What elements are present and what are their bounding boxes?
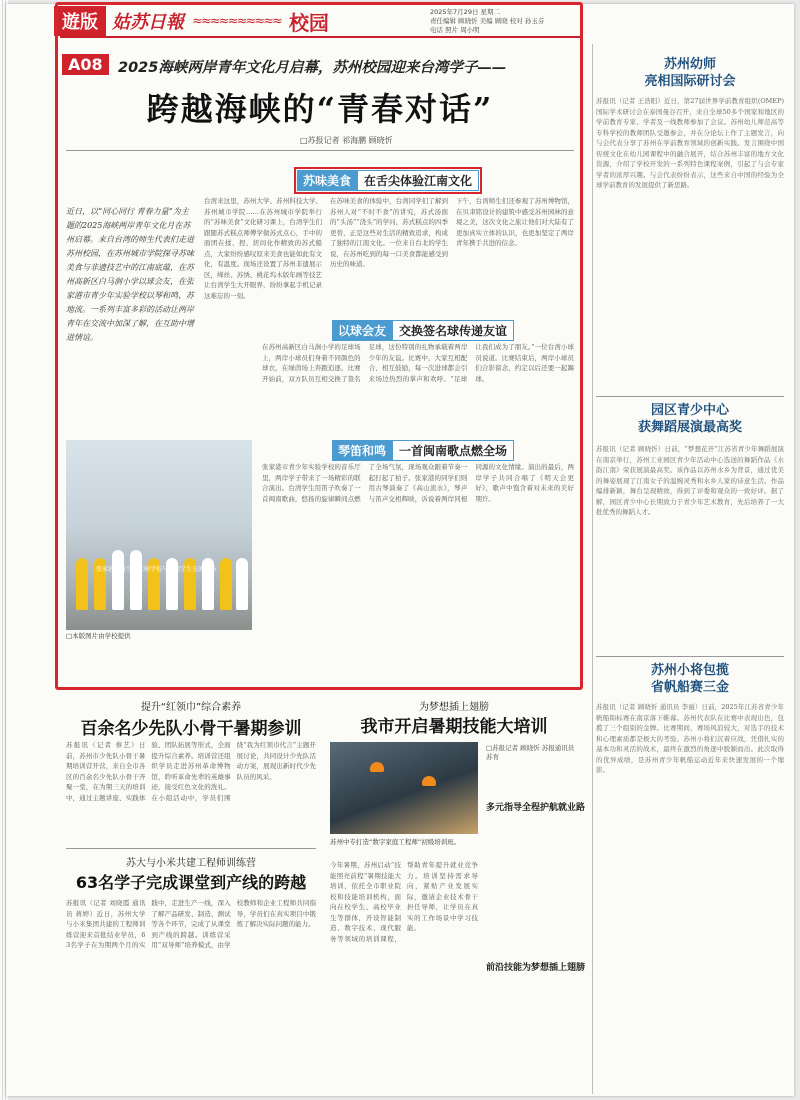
safety-helmet-icon	[422, 776, 436, 786]
subhead-tag: 苏味美食	[297, 170, 357, 191]
page-number-tag: A08	[62, 54, 109, 75]
photo-caption: □本版图片由学校提供	[66, 632, 131, 640]
photo-inner-caption: 张家港市青少年实验学校与台湾学生交流现场	[96, 566, 217, 573]
right-rule	[596, 656, 784, 657]
bottom-story3-kicker: 苏大与小米共建工程师训练营	[126, 858, 256, 869]
subhead-text: 在舌尖体验江南文化	[357, 170, 479, 191]
bottom-story2-title: 我市开启暑期技能大培训	[360, 717, 548, 737]
subhead-tag: 以球会友	[332, 320, 392, 341]
photo-figure	[112, 550, 124, 610]
lead-kicker: 2025海峡两岸青年文化月启幕，苏州校园迎来台湾学子——	[118, 60, 507, 76]
photo-figure	[76, 558, 88, 610]
wave-decoration-icon: ≈≈≈≈≈≈≈≈≈≈	[192, 13, 281, 29]
subhead-tag: 琴笛和鸣	[332, 440, 392, 461]
bottom-story1-kicker: 提升“红领巾”综合素养	[140, 702, 242, 713]
masthead-info	[430, 8, 580, 35]
bottom-story2-subhead2: 前沿技能为梦想插上翅膀	[486, 963, 586, 973]
bottom-story2-photo-caption: 苏州中专打造“数字家庭工程师”初级培训班。	[330, 838, 461, 846]
lead-column-e: 张家港市青少年实验学校的音乐厅里，两岸学子带来了一场精彩的联合演出。台湾学生用笛子吹奏了一首闽南歌曲，悠扬的旋律瞬间点燃了全场气氛，现场观众跟着节奏一起打起了拍子。张家港的同学们则用古琴演奏了《高山流水》，琴声与笛声交相辉映，诉说着两岸同根同源的文化情缘。演出的最后，两岸学子共同合唱了《明天会更好》，歌声中饱含着对未来的美好期许。	[262, 463, 574, 503]
subhead-text: 交换签名球传递友谊	[392, 320, 514, 341]
lead-byline: □苏报记者 祁海鹏 顾晓忻	[300, 136, 393, 145]
bottom-story3-title: 63名学子完成课堂到产线的跨越	[75, 873, 307, 892]
bottom-story2-byline: □苏报记者 顾晓忻 苏报通讯员 苏育	[486, 744, 575, 761]
brand-logo: 姑苏日報	[112, 12, 184, 33]
bottom-rule	[66, 848, 316, 849]
right-rule	[596, 396, 784, 397]
subhead-suwei	[294, 167, 482, 194]
editor-credits: 责任编辑 顾晓忻 美编 顾晓 校对 孙玉芬	[430, 16, 545, 25]
masthead	[60, 6, 580, 38]
bottom-story3-body: 苏报讯（记者 刘晓霞 通讯员 蒋婷）近日，苏州大学与小米集团共建的工程师训练营迎来首批结业学员，63名学子在为期两个月的实践中，走进生产一线，深入了解产品研发、制造、测试等各个环节，完成了从课堂到产线的跨越。训练营采用“双导师”培养模式，由学校教师和企业工程师共同指导，学员们在真实项目中锻炼了解决实际问题的能力。	[66, 899, 316, 949]
column-divider	[592, 44, 593, 1094]
title-line: 获舞蹈展演最高奖	[637, 420, 742, 435]
subhead-football	[332, 320, 514, 341]
bottom-story2-col-b	[486, 816, 582, 956]
lead-intro: 近日，以“同心同行 青春力量”为主题的2025海峡两岸青年文化月在苏州启幕。来自台湾的师生代表们走进苏州校园，在苏州城市学院探寻苏味美食与非遗技艺中的江南底蕴，在苏州高新区白马涧小学以球会友，在张家港市青少年实验学校以琴和鸣、苏地流。一系列丰富多彩的活动让两岸青年在交流中加深了解，在互助中增进情谊。	[66, 207, 194, 342]
issue-date: 2025年7月29日 星期二	[430, 7, 501, 16]
title-line: 省帆船赛三金	[650, 680, 729, 695]
lead-column-a: 台湾来这里，苏州大学、苏州科技大学、苏州城市学院……在苏州城市学院举行的“苏味美食”文化研习课上，台湾学生们跟随苏式糕点师傅学做苏式点心，手中的面团在揉、捏、搓间化作精致的苏式船点，大家纷纷感叹原来美食也能如此有文化，有温度。现场还设置了苏州非遗展示区，缂丝、苏绣、桃花坞木版年画等技艺让台湾学生大开眼界，纷纷拿起手机记录这难忘的一刻。	[204, 197, 322, 300]
title-line: 亮相国际研讨会	[644, 74, 736, 89]
lead-rule	[66, 150, 574, 151]
bottom-story1-body: 苏报讯（记者 蔡艺）日前，苏州市少先队小骨干暑期培训营开营，来自全市各区的百余名少先队小骨干齐聚一堂，在为期三天的培训中，通过主题讲座、实践体验、团队拓展等形式，全面提升综合素养。培训营还组织学员走进苏州革命博物馆，聆听革命先辈的英雄事迹，接受红色文化的洗礼。在小组活动中，学员们围绕“我为红领巾代言”主题开展讨论，共同设计少先队活动方案，展现出新时代少先队员的风采。	[66, 741, 316, 802]
subhead-music	[332, 440, 514, 461]
right-story3-body: 苏报讯（记者 顾晓忻 通讯员 李丽）日前，2025年江苏省青少年帆船锦标赛在南京落下帷幕。苏州代表队在比赛中表现出色，包揽了三个组别的金牌。比赛期间，赛场风浪较大，对选手的技术和心理素质都是极大的考验。苏州小将们沉着应战，凭借扎实的基本功和灵活的战术，最终在激烈的角逐中脱颖而出。此次取得的优异成绩，是苏州青少年帆船运动近年来快速发展的一个缩影。	[596, 703, 784, 774]
photo-credits: 电话 照片 周小明	[430, 25, 480, 34]
lead-column-d: 在苏州高新区白马涧小学的足球场上，两岸小球员们身着不同颜色的球衣，在绿茵场上奔跑追逐。比赛开始前，双方队员互相交换了签名足球，这份特别的礼物承载着两岸少年的友谊。比赛中，大家互相配合、相互鼓励，每一次进球都会引来场边热烈的掌声和欢呼。“足球让我们成为了朋友。”一位台湾小球员说道。比赛结束后，两岸小球员们合影留念，约定以后还要一起踢球。	[262, 343, 574, 383]
section-title: 校园	[288, 10, 329, 35]
right-story1-title	[600, 56, 780, 90]
right-story2-title	[600, 402, 780, 436]
title-line: 苏州小将包揽	[650, 663, 729, 678]
title-line: 苏州幼师	[663, 57, 716, 72]
bottom-story2-kicker: 为梦想插上翅膀	[419, 702, 489, 713]
lead-column-c: 下午，台湾师生们还参观了苏州博物馆，在贝聿铭设计的建筑中感受苏州园林的意境之美，这次文化之旅让他们对大陆有了更加真实立体的认识，也更加坚定了两岸青年携手共进的信念。	[456, 197, 574, 247]
lead-headline: 跨越海峡的“青春对话”	[146, 90, 494, 128]
bottom-story2-subhead1: 多元指导全程护航就业路	[486, 803, 586, 813]
subhead-text: 一首闽南歌点燃全场	[392, 440, 514, 461]
lead-photo	[66, 440, 252, 630]
title-line: 园区青少中心	[650, 403, 729, 418]
edition-label: 遊版	[54, 6, 106, 36]
photo-figure	[130, 550, 142, 610]
bottom-story1-title: 百余名少先队小骨干暑期参训	[80, 719, 302, 739]
bottom-story2-photo	[330, 742, 478, 834]
right-story1-body: 苏报讯（记者 王浩阳）近日，第27届世界学前教育组织(OMEP)国际学术研讨会在泰国曼谷召开，来自全球50多个国家和地区的学前教育专家、学者及一线教师参加了会议。苏州幼儿师范高等专科学校的教师团队受邀参会，并在分论坛上作了主题发言，向与会代表分享了苏州在学前教育领域的创新实践。发言围绕中国传统文化在幼儿园课程中的融合展开，结合苏州丰富的地方文化资源，介绍了学校开发的一系列特色课程案例，引起了与会专家学者的浓厚兴趣。与会代表纷纷表示，这些来自中国的经验为全球学前教育的发展提供了新思路。	[596, 97, 784, 189]
lead-column-b: 在苏味美食的体验中，台湾同学们了解到苏州人对“不时不食”的讲究，苏式汤面的“头汤”“浇头”的学问，苏式糕点的四季更替，正是这些对生活的精致追求，构成了独特的江南文化。一位来自台北的学生说，在苏州吃到的每一口美食都能感受到历史的味道。	[330, 197, 448, 268]
bottom-story2-body: 今年暑期，苏州启动“技能照亮前程”暑期技能大培训，依托全市职业院校和技能培训机构，面向在校学生、高校毕业生等群体，开设智能制造、数字技术、现代服务等领域的培训课程，帮助青年提升就业竞争力。培训坚持需求导向，紧贴产业发展实际，邀请企业技术骨干担任导师，让学员在真实的工作场景中学习技能。	[330, 861, 478, 943]
right-story3-title	[600, 662, 780, 696]
safety-helmet-icon	[370, 762, 384, 772]
right-story2-body: 苏报讯（记者 顾晓忻）日前，“梦想花开”江苏省青少年舞蹈展演在南京举行，苏州工业园区青少年活动中心选送的舞蹈作品《水韵江南》荣获展演最高奖。该作品以苏州水乡为背景，通过优美的舞姿展现了江南女子的温婉灵秀和水乡人家的诗意生活。作品编排新颖，舞台呈现精致，得到了评委和观众的一致好评。据了解，园区青少中心长期致力于青少年艺术教育，先后培养了一大批优秀的舞蹈人才。	[596, 445, 784, 516]
